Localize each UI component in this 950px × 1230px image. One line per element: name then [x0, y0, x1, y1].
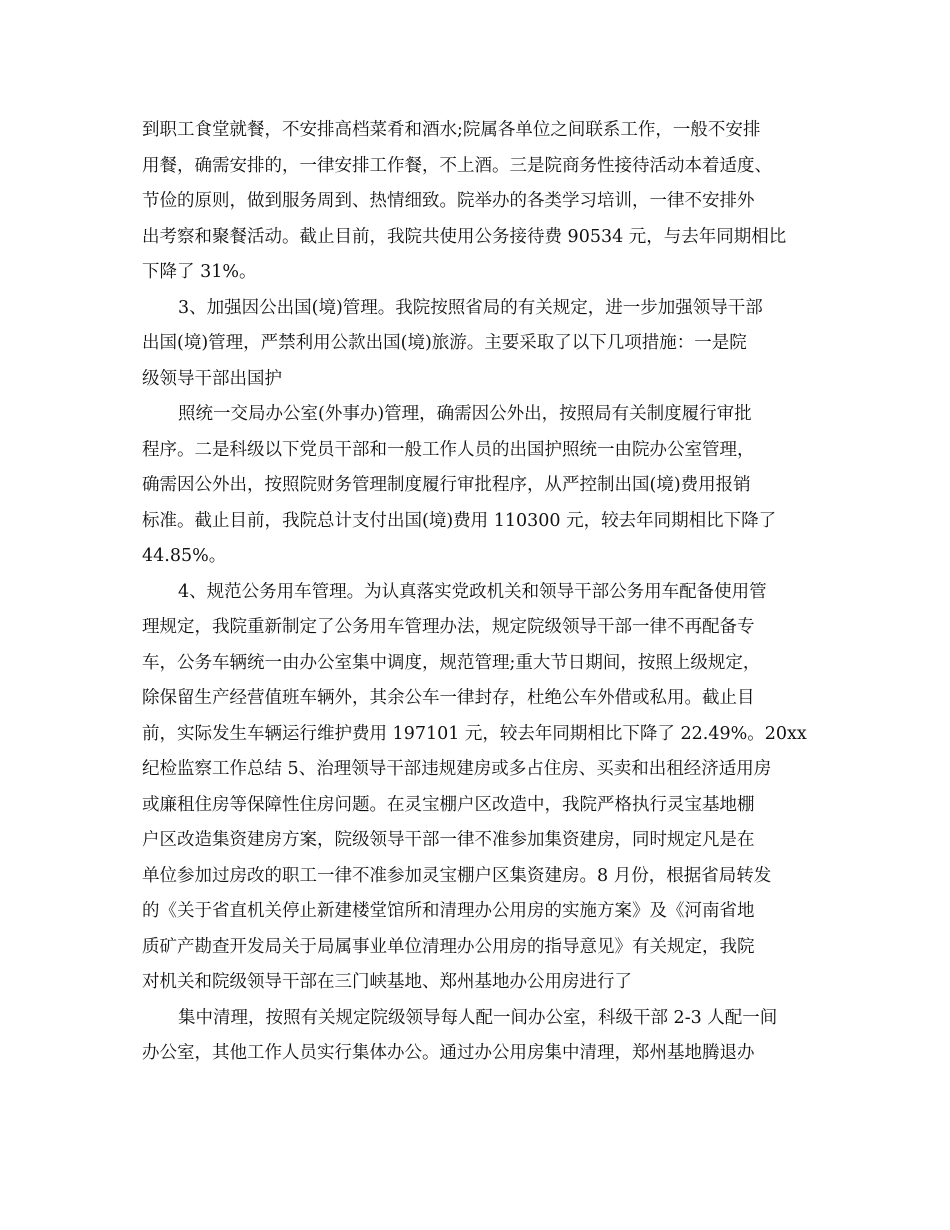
- text-line: 3、加强因公出国(境)管理。我院按照省局的有关规定，进一步加强领导干部: [178, 297, 763, 318]
- text-line: 质矿产勘查开发局关于局属事业单位清理办公用房的指导意见》有关规定，我院: [142, 936, 755, 957]
- text-line: 确需因公外出，按照院财务管理制度履行审批程序，从严控制出国(境)费用报销: [142, 475, 751, 495]
- text-line: 除保留生产经营值班车辆外，其余公车一律封存，杜绝公车外借或私用。截止目: [142, 688, 755, 708]
- text-line: 照统一交局办公室(外事办)管理，确需因公外出，按照局有关制度履行审批: [178, 404, 752, 424]
- text-line: 集中清理，按照有关规定院级领导每人配一间办公室，科级干部 2-3 人配一间: [178, 1007, 778, 1028]
- text-line: 单位参加过房改的职工一律不准参加灵宝棚户区集资建房。8 月份，根据省局转发: [142, 865, 772, 886]
- text-line: 户区改造集资建房方案，院级领导干部一律不准参加集资建房，同时规定凡是在: [142, 830, 755, 850]
- text-line: 级领导干部出国护: [142, 368, 282, 389]
- text-line: 到职工食堂就餐，不安排高档菜肴和酒水;院属各单位之间联系工作，一般不安排: [142, 120, 761, 140]
- text-line: 理规定，我院重新制定了公务用车管理办法，规定院级领导干部一律不再配备专: [142, 617, 755, 637]
- text-line: 或廉租住房等保障性住房问题。在灵宝棚户区改造中，我院严格执行灵宝基地棚: [142, 794, 755, 815]
- text-line: 出考察和聚餐活动。截止目前，我院共使用公务接待费 90534 元，与去年同期相比: [142, 226, 787, 247]
- text-line: 纪检监察工作总结 5、治理领导干部违规建房或多占住房、买卖和出租经济适用房: [142, 759, 772, 779]
- text-line: 前，实际发生车辆运行维护费用 197101 元，较去年同期相比下降了 22.49%。20xx: [142, 723, 807, 744]
- text-line: 44.85%。: [142, 546, 227, 566]
- text-line: 出国(境)管理，严禁利用公款出国(境)旅游。主要采取了以下几项措施：一是院: [142, 333, 747, 353]
- text-line: 车，公务车辆统一由办公室集中调度，规范管理;重大节日期间，按照上级规定，: [142, 652, 761, 673]
- text-line: 用餐，确需安排的，一律安排工作餐，不上酒。三是院商务性接待活动本着适度、: [142, 155, 772, 176]
- text-line: 对机关和院级领导干部在三门峡基地、郑州基地办公用房进行了: [142, 972, 632, 992]
- text-line: 标准。截止目前，我院总计支付出国(境)费用 110300 元，较去年同期相比下降了: [142, 510, 777, 531]
- document-body: [142, 113, 822, 1072]
- text-line: 程序。二是科级以下党员干部和一般工作人员的出国护照统一由院办公室管理，: [142, 439, 755, 460]
- text-line: 节俭的原则，做到服务周到、热情细致。院举办的各类学习培训，一律不安排外: [142, 191, 755, 211]
- text-line: 下降了 31%。: [142, 262, 257, 282]
- text-line: 办公室，其他工作人员实行集体办公。通过办公用房集中清理，郑州基地腾退办: [142, 1043, 755, 1063]
- text-line: 的《关于省直机关停止新建楼堂馆所和清理办公用房的实施方案》及《河南省地: [142, 901, 755, 921]
- text-line: 4、规范公务用车管理。为认真落实党政机关和领导干部公务用车配备使用管: [178, 581, 767, 602]
